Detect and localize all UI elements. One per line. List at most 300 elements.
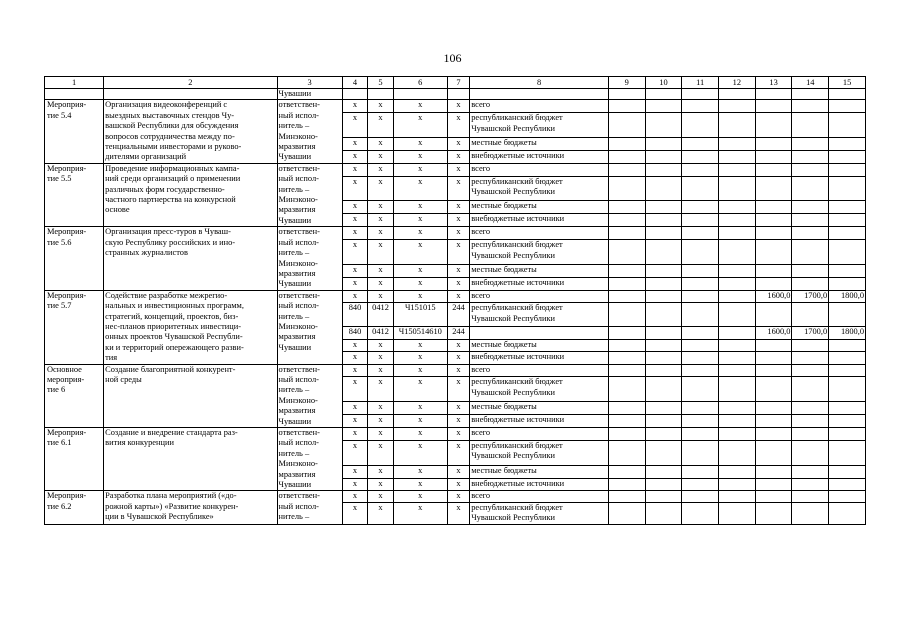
code-cell: x <box>342 402 367 415</box>
year-cell <box>682 163 719 176</box>
year-cell <box>608 163 645 176</box>
text-line: всего <box>471 100 491 110</box>
source-cell <box>470 138 609 151</box>
year-cell <box>719 227 756 240</box>
code-cell: x <box>368 478 393 491</box>
text-line: республиканский бюджет <box>471 303 563 313</box>
table-cell <box>829 89 866 100</box>
amount-cell <box>792 428 829 441</box>
text-line: нитель – <box>278 248 310 258</box>
amount-cell <box>755 138 792 151</box>
source-cell <box>470 264 609 277</box>
year-cell <box>682 176 719 201</box>
year-cell <box>608 402 645 415</box>
amount-cell <box>792 415 829 428</box>
text-line: всего <box>471 227 491 237</box>
amount-cell <box>755 176 792 201</box>
text-line: внебюджетные источники <box>471 277 565 287</box>
code-cell: x <box>393 502 447 524</box>
year-cell <box>719 491 756 502</box>
text-line: Чувашской Республики <box>471 250 555 260</box>
year-cell <box>682 478 719 491</box>
text-line: нес-планов приоритетных инвестици- <box>105 321 241 331</box>
amount-cell <box>829 138 866 151</box>
source-cell <box>470 502 609 524</box>
responsible-cell <box>277 100 342 163</box>
code-cell: x <box>393 176 447 201</box>
code-cell: x <box>342 240 367 265</box>
code-cell: x <box>447 428 469 441</box>
table-cell <box>608 89 645 100</box>
table-cell <box>792 89 829 100</box>
year-cell <box>608 201 645 214</box>
year-cell <box>719 303 756 327</box>
code-cell: x <box>447 150 469 163</box>
code-cell: x <box>447 290 469 302</box>
code-cell: x <box>393 339 447 351</box>
year-cell <box>719 290 756 302</box>
amount-cell <box>755 100 792 113</box>
text-line: мразвития <box>278 205 316 215</box>
code-cell: Ч150514610 <box>393 327 447 339</box>
text-line: тие 5.4 <box>47 110 72 120</box>
amount-cell <box>792 303 829 327</box>
year-cell <box>645 290 682 302</box>
text-line: внебюджетные источники <box>471 352 565 362</box>
continuation-row <box>45 89 866 100</box>
source-cell <box>470 277 609 290</box>
amount-cell <box>755 201 792 214</box>
year-cell <box>719 339 756 351</box>
year-cell <box>682 264 719 277</box>
code-cell: 244 <box>447 327 469 339</box>
amount-cell <box>829 100 866 113</box>
text-line: местные бюджеты <box>471 201 537 211</box>
text-line: Чувашской Республики <box>471 513 555 523</box>
code-cell: x <box>447 113 469 138</box>
code-cell: 840 <box>342 327 367 339</box>
measure-code-cell <box>45 290 104 364</box>
year-cell <box>608 100 645 113</box>
source-cell <box>470 415 609 428</box>
year-cell <box>682 415 719 428</box>
amount-cell <box>755 303 792 327</box>
table-cell <box>368 89 393 100</box>
text-line: Организация пресс-туров в Чуваш- <box>105 227 231 237</box>
text-line: стратегий, концепций, проектов, биз- <box>105 311 239 321</box>
text-line: тия <box>105 353 118 363</box>
year-cell <box>608 364 645 377</box>
source-cell <box>470 402 609 415</box>
year-cell <box>608 491 645 502</box>
code-cell: x <box>447 227 469 240</box>
column-header: 11 <box>682 77 719 89</box>
code-cell: x <box>342 176 367 201</box>
text-line: нитель – <box>278 121 310 131</box>
column-header: 2 <box>104 77 277 89</box>
source-cell <box>470 176 609 201</box>
measure-name-cell <box>104 163 277 226</box>
text-line: всего <box>471 290 491 300</box>
code-cell: x <box>447 415 469 428</box>
year-cell <box>608 240 645 265</box>
column-header: 7 <box>447 77 469 89</box>
column-header: 14 <box>792 77 829 89</box>
year-cell <box>719 264 756 277</box>
amount-cell <box>829 428 866 441</box>
year-cell <box>682 214 719 227</box>
year-cell <box>645 201 682 214</box>
code-cell: x <box>342 502 367 524</box>
year-cell <box>719 327 756 339</box>
text-line: вашской Республики для обсуждения <box>105 121 239 131</box>
measure-name-cell <box>104 100 277 163</box>
year-cell <box>682 327 719 339</box>
text-line: Чувашской Республики <box>471 387 555 397</box>
column-header: 1 <box>45 77 104 89</box>
amount-cell <box>792 440 829 465</box>
text-line: выездных выставочных стендов Чу- <box>105 110 235 120</box>
source-cell <box>470 214 609 227</box>
text-line: Чувашии <box>278 152 312 162</box>
text-line: всего <box>471 364 491 374</box>
text-line: ответствен- <box>278 227 320 237</box>
amount-cell <box>829 303 866 327</box>
code-cell: x <box>342 214 367 227</box>
text-line: Мероприя- <box>47 491 87 501</box>
year-cell <box>645 402 682 415</box>
year-cell <box>608 415 645 428</box>
year-cell <box>682 227 719 240</box>
page-number: 106 <box>443 51 462 65</box>
text-line: тие 6.2 <box>47 501 72 511</box>
code-cell: x <box>368 491 393 502</box>
code-cell: x <box>447 465 469 478</box>
text-line: ции в Чувашской Республике» <box>105 512 214 522</box>
table-cell <box>342 89 367 100</box>
code-cell: x <box>342 491 367 502</box>
text-line: нитель – <box>278 184 310 194</box>
text-line: внебюджетные источники <box>471 150 565 160</box>
amount-cell <box>829 478 866 491</box>
amount-cell <box>829 364 866 377</box>
code-cell: x <box>447 214 469 227</box>
text-line: внебюджетные источники <box>471 478 565 488</box>
amount-cell <box>829 352 866 365</box>
amount-cell <box>755 428 792 441</box>
code-cell: x <box>447 491 469 502</box>
text-line: внебюджетные источники <box>471 415 565 425</box>
text-line: местные бюджеты <box>471 264 537 274</box>
text-line: республиканский бюджет <box>471 440 563 450</box>
column-header: 12 <box>719 77 756 89</box>
code-cell: x <box>393 163 447 176</box>
text-line: тие 5.7 <box>47 301 72 311</box>
source-cell <box>470 150 609 163</box>
amount-cell <box>792 478 829 491</box>
code-cell: x <box>342 227 367 240</box>
measure-code-cell <box>45 100 104 163</box>
text-line: Создание благоприятной конкурент- <box>105 364 236 374</box>
measure-code-cell <box>45 491 104 524</box>
code-cell: x <box>447 478 469 491</box>
code-cell: x <box>393 465 447 478</box>
year-cell <box>608 377 645 402</box>
year-cell <box>682 150 719 163</box>
year-cell <box>682 364 719 377</box>
column-header: 5 <box>368 77 393 89</box>
amount-cell <box>829 502 866 524</box>
code-cell: 0412 <box>368 303 393 327</box>
code-cell: x <box>393 491 447 502</box>
text-line: вопросов сотрудничества между по- <box>105 131 235 141</box>
text-line: тенциальными инвесторами и руково- <box>105 142 242 152</box>
year-cell <box>645 264 682 277</box>
text-line: Содействие разработке межрегио- <box>105 290 228 300</box>
code-cell: x <box>342 201 367 214</box>
amount-cell <box>792 150 829 163</box>
year-cell <box>645 113 682 138</box>
year-cell <box>682 491 719 502</box>
text-line: ответствен- <box>278 290 320 300</box>
table-row <box>45 100 866 113</box>
amount-cell <box>792 364 829 377</box>
text-line: ки и территорий опережающего разви- <box>105 342 244 352</box>
text-line: тие 6 <box>47 385 66 395</box>
source-cell <box>470 113 609 138</box>
code-cell: x <box>342 163 367 176</box>
code-cell: x <box>342 290 367 302</box>
year-cell <box>608 277 645 290</box>
responsible-cell <box>277 364 342 427</box>
text-line: тие 5.6 <box>47 237 72 247</box>
year-cell <box>645 465 682 478</box>
year-cell <box>645 150 682 163</box>
amount-cell <box>755 277 792 290</box>
code-cell: x <box>447 100 469 113</box>
amount-cell: 1700,0 <box>792 327 829 339</box>
text-line: тие 6.1 <box>47 438 72 448</box>
text-line: Чувашской Республики <box>471 123 555 133</box>
code-cell: x <box>393 214 447 227</box>
source-cell <box>470 240 609 265</box>
amount-cell <box>792 491 829 502</box>
year-cell <box>608 214 645 227</box>
year-cell <box>719 377 756 402</box>
source-cell <box>470 163 609 176</box>
amount-cell <box>829 227 866 240</box>
text-line: мразвития <box>278 142 316 152</box>
code-cell: x <box>368 415 393 428</box>
code-cell: x <box>342 277 367 290</box>
code-cell: x <box>393 440 447 465</box>
code-cell: x <box>368 440 393 465</box>
year-cell <box>719 100 756 113</box>
year-cell <box>682 113 719 138</box>
text-line: Мероприя- <box>47 290 87 300</box>
responsible-cell <box>277 491 342 524</box>
amount-cell <box>792 163 829 176</box>
year-cell <box>608 227 645 240</box>
year-cell <box>645 100 682 113</box>
amount-cell <box>829 240 866 265</box>
text-line: скую Республику российских и ино- <box>105 237 236 247</box>
code-cell: x <box>447 440 469 465</box>
year-cell <box>645 327 682 339</box>
budget-table <box>44 76 866 525</box>
amount-cell <box>755 364 792 377</box>
code-cell: x <box>393 201 447 214</box>
code-cell: x <box>447 176 469 201</box>
code-cell: x <box>342 138 367 151</box>
text-line: ный испол- <box>278 501 319 511</box>
code-cell: x <box>368 502 393 524</box>
text-line: мероприя- <box>47 374 85 384</box>
amount-cell <box>829 277 866 290</box>
code-cell: 244 <box>447 303 469 327</box>
text-line: республиканский бюджет <box>471 502 563 512</box>
source-cell <box>470 100 609 113</box>
amount-cell <box>792 100 829 113</box>
text-line: онных проектов Чувашской Республи- <box>105 332 243 342</box>
text-line: странных журналистов <box>105 248 188 258</box>
amount-cell <box>755 352 792 365</box>
text-line: Мероприя- <box>47 100 87 110</box>
code-cell: x <box>368 214 393 227</box>
year-cell <box>608 303 645 327</box>
year-cell <box>645 428 682 441</box>
responsible-cell <box>277 290 342 364</box>
amount-cell <box>755 150 792 163</box>
code-cell: x <box>368 277 393 290</box>
table-row <box>45 227 866 240</box>
text-line: нальных и инвестиционных программ, <box>105 301 244 311</box>
code-cell: x <box>447 364 469 377</box>
code-cell: x <box>393 478 447 491</box>
text-line: нитель – <box>278 385 310 395</box>
code-cell: x <box>447 352 469 365</box>
year-cell <box>682 303 719 327</box>
code-cell: x <box>368 402 393 415</box>
text-line: Организация видеоконференций с <box>105 100 228 110</box>
year-cell <box>682 402 719 415</box>
text-line: республиканский бюджет <box>471 240 563 250</box>
text-line: тие 5.5 <box>47 174 72 184</box>
text-line: Мероприя- <box>47 163 87 173</box>
amount-cell <box>792 214 829 227</box>
amount-cell <box>792 176 829 201</box>
year-cell <box>608 138 645 151</box>
column-header: 10 <box>645 77 682 89</box>
year-cell <box>719 502 756 524</box>
year-cell <box>719 428 756 441</box>
amount-cell <box>755 440 792 465</box>
code-cell: x <box>342 352 367 365</box>
amount-cell <box>829 163 866 176</box>
code-cell: x <box>342 264 367 277</box>
code-cell: x <box>342 113 367 138</box>
source-cell <box>470 440 609 465</box>
year-cell <box>719 176 756 201</box>
amount-cell <box>792 227 829 240</box>
text-line: ный испол- <box>278 174 319 184</box>
amount-cell <box>829 402 866 415</box>
year-cell <box>682 277 719 290</box>
text-line: местные бюджеты <box>471 339 537 349</box>
measure-name-cell <box>104 491 277 524</box>
year-cell <box>682 138 719 151</box>
code-cell: x <box>393 290 447 302</box>
year-cell <box>608 440 645 465</box>
code-cell: x <box>368 377 393 402</box>
table-row <box>45 364 866 377</box>
year-cell <box>682 352 719 365</box>
year-cell <box>682 339 719 351</box>
table-row <box>45 428 866 441</box>
table-cell <box>719 89 756 100</box>
header-row <box>45 77 866 89</box>
year-cell <box>719 465 756 478</box>
text-line: Мероприя- <box>47 227 87 237</box>
text-line: ный испол- <box>278 438 319 448</box>
code-cell: x <box>393 364 447 377</box>
amount-cell <box>755 502 792 524</box>
amount-cell <box>755 402 792 415</box>
year-cell <box>608 290 645 302</box>
amount-cell <box>755 113 792 138</box>
text-line: Чувашской Республики <box>471 187 555 197</box>
table-row <box>45 163 866 176</box>
year-cell <box>682 240 719 265</box>
code-cell: Ч151015 <box>393 303 447 327</box>
amount-cell <box>755 478 792 491</box>
text-line: ний среди организаций о применении <box>105 174 241 184</box>
year-cell <box>608 150 645 163</box>
text-line: местные бюджеты <box>471 465 537 475</box>
text-line: Чувашской Республики <box>471 451 555 461</box>
text-line: Проведение информационных кампа- <box>105 163 240 173</box>
code-cell: x <box>368 150 393 163</box>
amount-cell <box>792 277 829 290</box>
text-line: ответствен- <box>278 428 320 437</box>
year-cell <box>719 240 756 265</box>
text-line: Основное <box>47 364 82 374</box>
year-cell <box>719 402 756 415</box>
text-line: Минэконо- <box>278 195 318 205</box>
amount-cell <box>829 214 866 227</box>
year-cell <box>608 327 645 339</box>
text-line: всего <box>471 163 491 173</box>
year-cell <box>608 352 645 365</box>
amount-cell <box>829 113 866 138</box>
year-cell <box>719 478 756 491</box>
year-cell <box>645 478 682 491</box>
measure-code-cell <box>45 163 104 226</box>
code-cell: x <box>447 240 469 265</box>
year-cell <box>608 339 645 351</box>
column-header: 9 <box>608 77 645 89</box>
text-line: дителями организаций <box>105 152 187 162</box>
table-cell <box>104 89 277 100</box>
text-line: мразвития <box>278 332 316 342</box>
code-cell: 840 <box>342 303 367 327</box>
code-cell: x <box>368 465 393 478</box>
year-cell <box>682 440 719 465</box>
table-cell <box>393 89 447 100</box>
text-line: ной среды <box>105 374 142 384</box>
code-cell: x <box>447 264 469 277</box>
amount-cell <box>792 402 829 415</box>
